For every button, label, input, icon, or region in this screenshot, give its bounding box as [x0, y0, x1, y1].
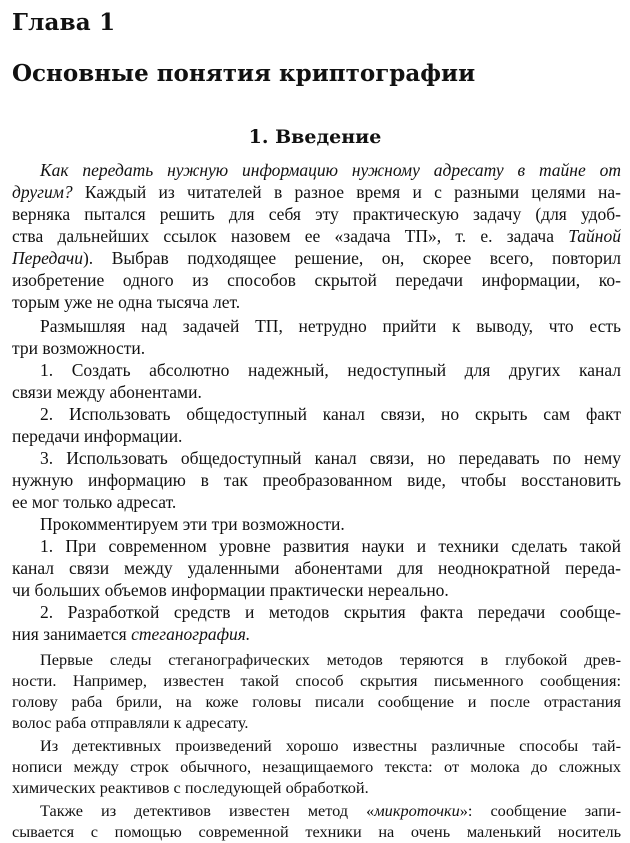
text-line: торым уже не одна тысяча лет. — [12, 292, 241, 312]
text-line: верняка пытался решить для себя эту практическую задачу (для удоб- — [12, 204, 621, 224]
text-line: химических реактивов с последующей обработкой. — [12, 778, 369, 797]
text-line: связи между абонентами. — [12, 382, 202, 402]
text-line: чи больших объемов информации практически нереально. — [12, 580, 449, 600]
text-line: нужную информацию в так преобразованном виде, чтобы восстановить — [12, 470, 621, 490]
text-line: канал связи между удаленными абонентами для неоднократной переда- — [12, 558, 621, 578]
text-line: ности. Например, известен такой способ скрытия письменного сообщения: — [12, 671, 621, 690]
text-line: изобретение одного из способов скрытой передачи информации, ко- — [12, 270, 621, 290]
text-line: сывается с помощью современной техники на очень маленький носитель — [12, 822, 621, 841]
text-line: ее мог только адресат. — [12, 492, 177, 512]
text-line: Прокомментируем эти три возможности. — [40, 514, 345, 534]
text-line: Размышляя над задачей ТП, нетрудно прийти к выводу, что есть — [40, 316, 621, 336]
text-line: волос раба отправляли к адресату. — [12, 713, 249, 732]
text-line: 2. Использовать общедоступный канал связи, но скрыть сам факт — [40, 404, 621, 424]
text-line: другим? Каждый из читателей в разное время и с разными целями на- — [12, 182, 621, 202]
text-line: Первые следы стеганографических методов теряются в глубокой древ- — [40, 650, 621, 669]
text-line: ния занимается стеганография. — [12, 624, 251, 644]
chapter-title: Основные понятия криптографии — [12, 60, 476, 87]
text-line: голову раба брили, на коже головы писали сообщение и после отрастания — [12, 692, 621, 711]
text-line: ства дальнейших ссылок назовем ее «задача ТП», т. е. задача Тайной — [12, 226, 621, 246]
text-line: 2. Разработкой средств и методов скрытия факта передачи сообще- — [40, 602, 621, 622]
chapter-heading: Глава 1 — [12, 9, 116, 36]
text-line: Передачи). Выбрав подходящее решение, он, скорее всего, повторил — [12, 248, 621, 268]
text-line: 1. Создать абсолютно надежный, недоступный для других канал — [40, 360, 621, 380]
text-line: нописи между строк обычного, незащищаемого текста: от молока до сложных — [12, 757, 621, 776]
section-heading: 1. Введение — [248, 126, 382, 148]
text-line: 1. При современном уровне развития науки и техники сделать такой — [40, 536, 621, 556]
text-line: Как передать нужную информацию нужному адресату в тайне от — [40, 160, 621, 180]
text-line: Из детективных произведений хорошо известны различные способы тай- — [40, 736, 621, 755]
text-line: передачи информации. — [12, 426, 183, 446]
text-line: Также из детективов известен метод «микроточки»: сообщение запи- — [40, 801, 621, 820]
text-line: 3. Использовать общедоступный канал связи, но передавать по нему — [40, 448, 621, 468]
text-line: три возможности. — [12, 338, 146, 358]
